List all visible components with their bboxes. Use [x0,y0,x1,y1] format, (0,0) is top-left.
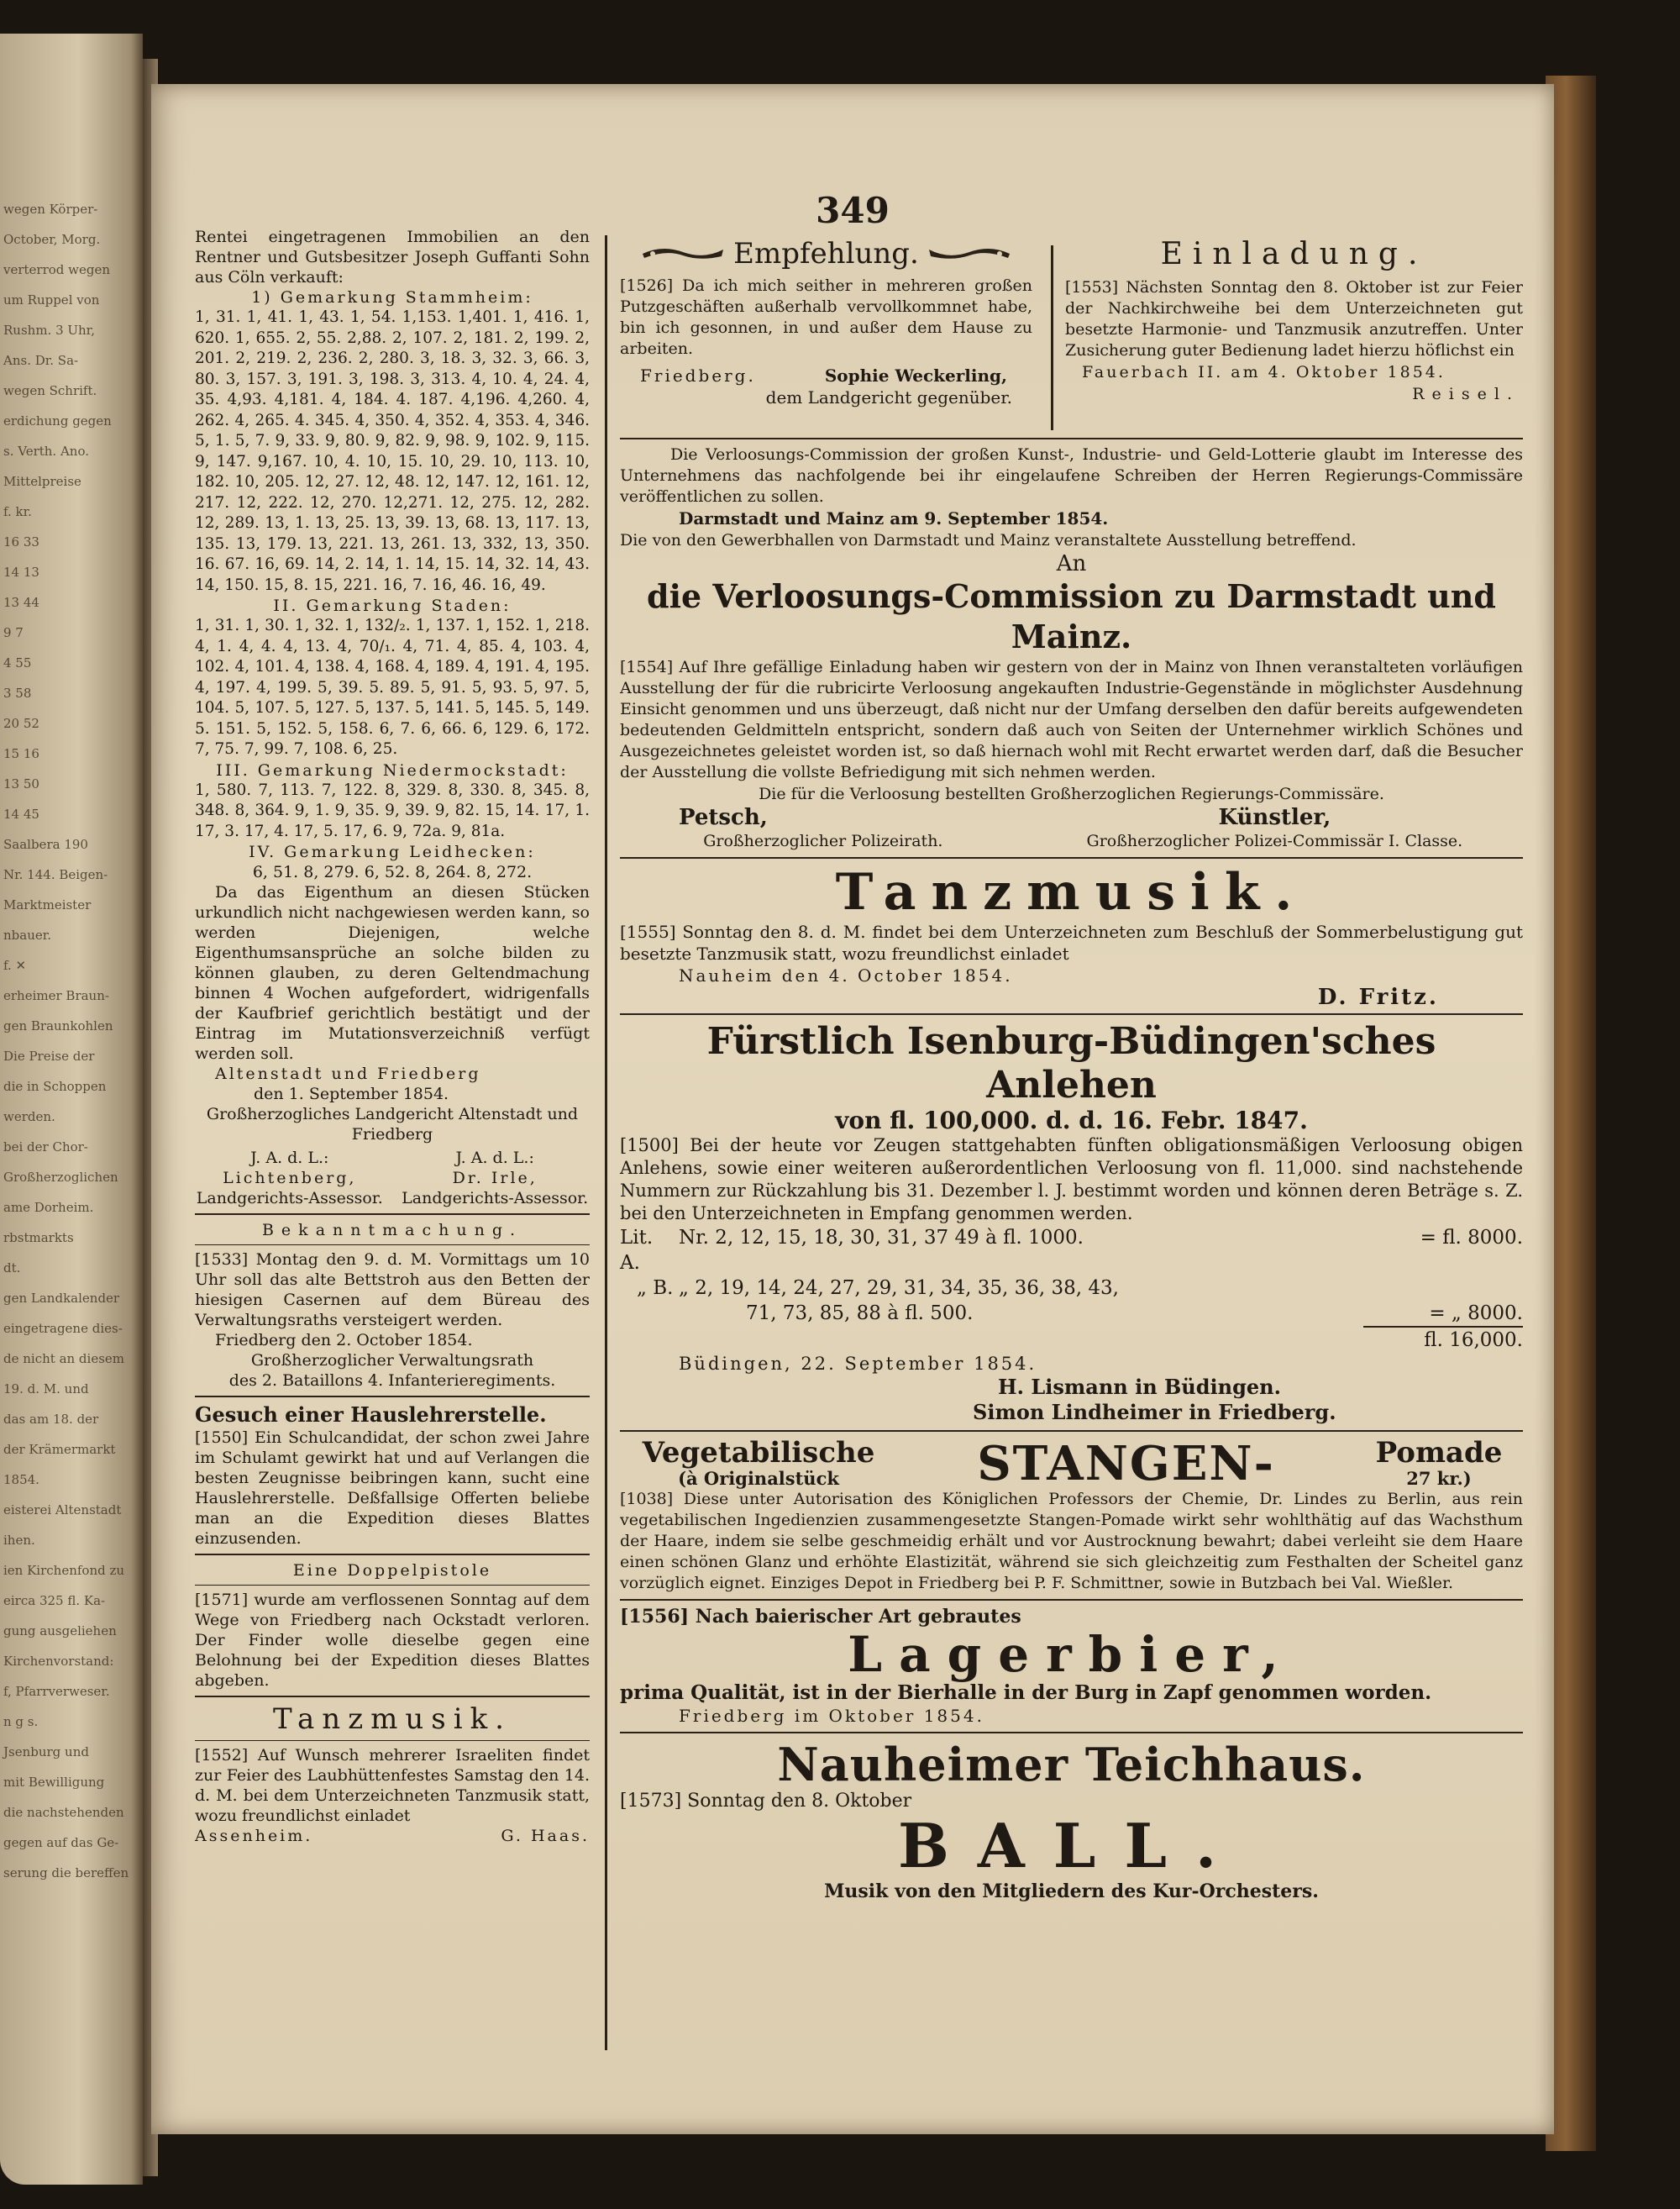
left-page-fragment-line: 20 52 [3,716,39,731]
left-page-fragment-line: das am 18. der [3,1412,99,1427]
district-1-list: 1, 31. 1, 41. 1, 43. 1, 54. 1,153. 1,401. 1, 416. 1, 620. 1, 655. 2, 55. 2,88. 2, 107. 2, 181. 2, 199. 2, 201. 2, 219. 2, 236. 2, 280. 3, 18. 3, 32. 3, 66. 3, 80. 3, 157. 3, 191. 3, 198. 3, 313. 4, 10. 4, 24. 4, 35. 4,93. 4,181. 4, 184. 4. 187. 4,196. 4,260. 4, 262. 4, 265. 4. 345. 4, 350. 4, 352. 4, 353. 4, 346. 5, 1. 5, 7. 9, 33. 9, 80. 9, 82. 9, 98. 9, 102. 9, 115. 9, 147. 9,167. 10, 4. 10, 15. 10, 29. 10, 113. 10, 182. 10, 205. 12, 27. 12, 48. 12, 147. 12, 161. 12, 217. 12, 222. 12, 270. 12,271. 12, 275. 12, 282. 12, 289. 13, 1. 13, 25. 13, 39. 13, 68. 13, 117. 13, 135. 13, 179. 13, 221. 13, 261. 13, 332, 13, 350. 16. 67. 16, 69. 14, 2. 14, 1. 14, 15. 14, 32. 14, 43. 14, 150. 15, 8. 15, 221. 16, 7. 16, 46. 16, 49. [195,308,590,594]
left-column [195,227,590,1846]
page-number: 349 [816,190,890,231]
left-page-fragment-line: 14 13 [3,565,39,580]
left-page-fragment-line: 3 58 [3,686,32,701]
left-page-fragment-line: 4 55 [3,655,32,671]
left-page-fragment-line: eingetragene dies- [3,1321,123,1336]
left-page-fragment-line: Marktmeister [3,897,92,913]
bekanntmachung-text: [1533] Montag den 9. d. M. Vormittags um 10 Uhr soll das alte Bettstroh aus den Betten der hiesigen Casernen auf dem Büreau des Verwaltungsraths versteigert werden. [195,1250,590,1329]
district-2-title: II. Gemarkung Staden: [273,597,512,615]
section-divider [620,1013,1523,1015]
court-place: Altenstadt und Friedberg [215,1065,481,1083]
lottery-row-a [620,1225,1523,1275]
tanzmusik-2-text: [1552] Auf Wunsch mehrerer Israeliten findet zur Feier des Laubhüttenfestes Samstag den 14. d. M. bei dem Unterzeichneten Tanzmusik statt, wozu freundlichst einladet [195,1746,590,1825]
top-advertisements [620,237,1523,430]
lottery-b-sum: = „ 8000. [1363,1301,1523,1328]
empfehlung-place: Friedberg. [640,366,756,386]
verloosung-intro: Die Verloosungs-Commission der großen Kunst-, Industrie- und Geld-Lotterie glaubt im Interesse des Unternehmens das nachfolgende bei ihr eingelaufene Schreiben der Herren Regierungs-Commissäre veröffentlichen zu sollen. [620,445,1523,506]
left-page-fragment-line: gen Braunkohlen [3,1018,113,1033]
empfehlung-footer [620,365,1032,387]
district-3-list: 1, 580. 7, 113. 7, 122. 8, 329. 8, 330. 8, 345. 8, 348. 8, 364. 9, 1. 9, 35. 9, 39. 9, 82. 15, 14. 17, 1. 17, 3. 17, 4. 17, 5. 17, 6. 9, 72a. 9, 81a. [195,781,590,840]
left-page-fragment-line: eirca 325 fl. Ka- [3,1593,106,1608]
left-page-fragment-line: Jsenburg und [3,1744,89,1759]
lagerbier-text: prima Qualität, ist in der Bierhalle in der Burg in Zapf genommen worden. [620,1681,1432,1704]
left-page-fragment-line: um Ruppel von [3,292,100,308]
pomade-heading [620,1437,1523,1489]
teichhaus-title: Nauheimer Teichhaus. [777,1738,1366,1791]
lagerbier-head: [1556] Nach baierischer Art gebrautes [620,1606,1021,1628]
lottery-row-b [620,1275,1523,1301]
pistole-text: [1571] wurde am verflossenen Sonntag auf dem Wege von Friedberg nach Ockstadt verloren. Der Finder wolle dieselbe gegen eine Belohnung bei der Expedition dieses Blattes abgeben. [195,1591,590,1690]
signature-right-name: Dr. Irle, [452,1169,538,1187]
lottery-b-numbers-2: 71, 73, 85, 88 à fl. 500. [746,1302,974,1324]
pomade-price: 27 kr.) [1406,1468,1472,1489]
left-page-fragment-line: eisterei Altenstadt [3,1502,122,1517]
left-page-fragment-line: f. ✕ [3,958,27,973]
left-page-fragment-line: Die Preise der [3,1049,95,1064]
tanzmusik-title: Tanzmusik. [835,863,1308,922]
property-notice: Da das Eigenthum an diesen Stücken urkundlich nicht nachgewiesen werden kann, so werden Diejenigen, welche Eigenthumsansprüche an solche bilden zu können glauben, zu deren Geltendmachung binnen 4 Wochen aufgefordert, widrigenfalls der Kaufbrief gerichtlich bestätigt und der Eintrag im Mutationsverzeichniß verfügt werden soll. [195,883,590,1063]
signature-left-name: Lichtenberg, [223,1169,357,1187]
left-page-fragment-line: Saalbera 190 [3,837,88,852]
signature-petsch-title: Großherzoglicher Polizeirath. [703,832,943,850]
pomade-word-2: STANGEN- [977,1436,1275,1491]
left-page-fragment-line: mit Bewilligung [3,1775,105,1790]
left-page-fragment-line: 19. d. M. und [3,1381,89,1396]
section-divider [620,438,1523,439]
einladung-title: Einladung. [1160,237,1428,271]
left-page-fragment-line: de nicht an diesem [3,1351,125,1366]
lottery-b-numbers: „ 2, 19, 14, 24, 27, 29, 31, 34, 35, 36, 38, 43, [679,1277,1119,1299]
verloosung-signatures [620,805,1523,852]
left-page-fragment-line: 1854. [3,1472,39,1487]
section-divider [195,1696,590,1697]
left-page-fragment-line: 13 44 [3,595,39,610]
verloosung-title: die Verloosungs-Commission zu Darmstadt und Mainz. [647,577,1496,655]
left-page-fragment-line: f, Pfarrverweser. [3,1684,110,1699]
left-page-fragment-line: rbstmarkts [3,1230,74,1245]
ornament-left-icon [641,245,725,263]
anlehen-subtitle: von fl. 100,000. d. d. 16. Febr. 1847. [835,1107,1308,1134]
left-page-fragment-line: gung ausgeliehen [3,1623,117,1638]
property-intro: Rentei eingetragenen Immobilien an den Rentner und Gutsbesitzer Joseph Guffanti Sohn aus Cöln verkauft: [195,228,590,287]
hauslehrer-text: [1550] Ein Schulcandidat, der schon zwei Jahre im Schulamt gewirkt hat und auf Verlangen die besten Zeugnisse beibringen kann, sucht eine Hauslehrerstelle. Deßfallsige Offerten beliebe man an die Expedition dieses Blattes einzusenden. [195,1428,590,1548]
left-page-fragment-line: n g s. [3,1714,39,1729]
einladung-place: Fauerbach II. am 4. Oktober 1854. [1082,363,1446,381]
section-divider [195,1396,590,1397]
left-page-fragment-line: October, Morg. [3,232,101,247]
section-divider [195,1213,590,1215]
pistole-title: Eine Doppelpistole [292,1561,492,1580]
column-divider [1051,245,1053,430]
district-4-list: 6, 51. 8, 279. 6, 52. 8, 264. 8, 272. [252,863,533,881]
left-page-fragment-line: Nr. 144. Beigen- [3,867,108,882]
left-page-fragment-line: 14 45 [3,807,39,822]
signature-kuenstler: Künstler, [1218,805,1331,830]
bekanntmachung-title: Bekanntmachung. [261,1221,523,1239]
left-page-fragment-line: wegen Schrift. [3,383,97,398]
left-page-fragment-line: ien Kirchenfond zu [3,1563,125,1578]
lagerbier-place: Friedberg im Oktober 1854. [679,1706,984,1726]
district-2-list: 1, 31. 1, 30. 1, 32. 1, 132/₂. 1, 137. 1, 152. 1, 218. 4, 1. 4, 4. 4, 13. 4, 70/₁. 4, 71. 4, 85. 4, 103. 4, 102. 4, 101. 4, 138. 4, 168. 4, 189. 4, 191. 4, 195. 4, 197. 4, 199. 5, 39. 5. 89. 5, 91. 5, 93. 5, 97. 5, 104. 5, 107. 5, 127. 5, 137. 5, 141. 5, 145. 5, 149. 5. 151. 5, 152. 5, 158. 6, 7. 6, 66. 6, 129. 6, 172. 7, 75. 7, 99. 7, 108. 6, 25. [195,617,590,758]
empfehlung-ad [620,237,1044,430]
column-divider [605,235,607,2050]
pomade-word-1: Vegetabilische [642,1436,875,1470]
anlehen-signature-1: H. Lismann in Büdingen. [998,1375,1281,1399]
lottery-total: fl. 16,000. [1424,1329,1523,1351]
district-4-title: IV. Gemarkung Leidhecken: [249,843,536,861]
lagerbier-title: Lagerbier, [848,1626,1295,1683]
left-page-fragment-line: f. kr. [3,504,32,519]
ornament-right-icon [927,245,1011,263]
anlehen-date: Büdingen, 22. September 1854. [679,1354,1037,1374]
verloosung-place: Darmstadt und Mainz am 9. September 1854. [679,508,1109,529]
left-page-fragment-line: ihen. [3,1533,35,1548]
left-page-fragment-line: verterrod wegen [3,262,111,277]
left-page-fragment-line: 9 7 [3,625,24,640]
signature-left-title: Landgerichts-Assessor. [196,1189,383,1207]
left-page-fragment-line: serung die bereffen [3,1865,129,1880]
signature-kuenstler-title: Großherzoglicher Polizei-Commissär I. Classe. [1086,832,1463,850]
left-page-fragment-line: nbauer. [3,928,52,943]
tanzmusik-signature: D. Fritz. [1317,985,1439,1010]
section-divider [195,1244,590,1245]
bekanntmachung-signature-2: des 2. Bataillons 4. Infanterieregiments. [228,1371,556,1390]
left-page-fragment-line: der Krämermarkt [3,1442,116,1457]
pomade-word-3: Pomade [1375,1436,1503,1470]
left-page-fragment-line: 13 50 [3,776,39,792]
left-page-fragment-line: ame Dorheim. [3,1200,94,1215]
section-divider [195,1585,590,1586]
newspaper-page [151,84,1554,2134]
left-page-fragment-line: Kirchenvorstand: [3,1654,114,1669]
left-page-fragment-line: bei der Chor- [3,1139,88,1154]
left-page-fragment-line: gegen auf das Ge- [3,1835,119,1850]
lottery-row-b2 [620,1301,1523,1328]
left-page-fragment-line: 15 16 [3,746,39,761]
left-page-fragment-line: wegen Körper- [3,202,98,217]
district-1-title: 1) Gemarkung Stammheim: [251,288,533,307]
section-divider [195,1740,590,1741]
bekanntmachung-signature: Großherzoglicher Verwaltungsrath [250,1351,534,1370]
lottery-a-numbers: Nr. 2, 12, 15, 18, 30, 31, 37 49 à fl. 1000. [679,1227,1084,1249]
ball-subtitle: Musik von den Mitgliedern des Kur-Orchesters. [824,1880,1319,1902]
left-page-fragment-line: Großherzoglichen [3,1170,118,1185]
court-signatures [195,1148,590,1208]
tanzmusik-2-title: Tanzmusik. [273,1702,512,1736]
section-divider [620,1599,1523,1601]
court-name: Großherzogliches Landgericht Altenstadt und Friedberg [206,1105,579,1144]
section-divider [620,1430,1523,1432]
anlehen-signature-2: Simon Lindheimer in Friedberg. [973,1400,1336,1424]
verloosung-text: [1554] Auf Ihre gefällige Einladung haben wir gestern von der in Mainz von Ihnen veranstalteten vorläufigen Ausstellung der für die rubricirte Verloosung angekauften Industrie-Gegenstände in möglichster Ausdehnung Einsicht genommen und uns überzeugt, daß nicht nur der Umfang derselben den dafür bereits aufgewendeten bedeutenden Geldmitteln entspricht, sondern daß auch von Seiten der Unternehmer wirklich Schönes und Ausgezeichnetes geleistet worden ist, so daß hiernach wohl mit Recht erwartet werden darf, daß die Besucher der Ausstellung die vollste Befriedigung mit sich nehmen werden. [620,658,1523,781]
einladung-text: [1553] Nächsten Sonntag den 8. Oktober ist zur Feier der Nachkirchweihe bei dem Unterzeichneten gut besetzte Harmonie- und Tanzmusik anzutreffen. Unter Zusicherung guter Bedienung ladet hierzu höflichst ein [1065,278,1523,360]
empfehlung-address: dem Landgericht gegenüber. [765,387,1012,408]
einladung-signature: Reisel. [1412,385,1520,403]
left-page-fragment-line: gen Landkalender [3,1291,120,1306]
left-page-fragment-line: Rushm. 3 Uhr, [3,323,95,338]
lottery-a-label: Lit. A. [620,1227,654,1274]
tanzmusik-place: Nauheim den 4. October 1854. [679,965,1013,986]
empfehlung-heading [620,237,1032,271]
left-page-fragment-line: erdichung gegen [3,413,112,429]
left-page-fragment-line: dt. [3,1260,21,1275]
ball-title: BALL. [897,1810,1246,1881]
left-page-fragment-line: Ans. Dr. Sa- [3,353,79,368]
left-page-fragment-line: erheimer Braun- [3,988,109,1003]
tanzmusik-2-footer [195,1826,590,1846]
verloosung-an: An [1056,551,1087,576]
left-page-fragment-line: werden. [3,1109,55,1124]
left-page-fragment-line: 16 33 [3,534,39,550]
empfehlung-text: [1526] Da ich mich seither in mehreren großen Putzgeschäften außerhalb vervollkommnet habe, bin ich gesonnen, in und außer dem Hause zu arbeiten. [620,276,1032,358]
signature-right-title: Landgerichts-Assessor. [402,1189,589,1207]
left-page-fragments [0,202,141,1966]
signature-left-line1: J. A. d. L.: [250,1149,329,1167]
empfehlung-name: Sophie Weckerling, [824,366,1007,386]
hauslehrer-title: Gesuch einer Hauslehrerstelle. [195,1402,547,1427]
section-divider [620,1732,1523,1733]
tanzmusik-2-signature: G. Haas. [501,1827,590,1845]
signature-petsch: Petsch, [679,805,768,830]
signature-right-line1: J. A. d. L.: [455,1149,534,1167]
anlehen-title: Fürstlich Isenburg-Büdingen'sches Anlehen [706,1020,1436,1107]
left-page-fragment-line: s. Verth. Ano. [3,444,89,459]
left-page-fragment-line: die nachstehenden [3,1805,124,1820]
lottery-a-sum: = fl. 8000. [1420,1227,1523,1249]
einladung-ad [1060,237,1523,430]
section-divider [620,857,1523,859]
verloosung-subject: Die von den Gewerbhallen von Darmstadt und Mainz veranstaltete Ausstellung betreffend. [620,531,1357,550]
left-page-fragment-line: die in Schoppen [3,1079,107,1094]
tanzmusik-2-place: Assenheim. [195,1827,313,1845]
teichhaus-text: [1573] Sonntag den 8. Oktober [620,1791,912,1812]
lottery-b-label: „ B. [637,1277,674,1299]
district-3-title: III. Gemarkung Niedermockstadt: [216,760,569,780]
court-date: den 1. September 1854. [254,1085,449,1103]
right-column-body [620,433,1523,1903]
verloosung-commission: Die für die Verloosung bestellten Großherzoglichen Regierungs-Commissäre. [759,785,1384,803]
pomade-sub: (à Originalstück [678,1468,839,1489]
bekanntmachung-date: Friedberg den 2. October 1854. [215,1331,473,1349]
empfehlung-title: Empfehlung. [733,237,919,271]
anlehen-text: [1500] Bei der heute vor Zeugen stattgehabten fünften obligationsmäßigen Verloosung obigen Anlehens, sowie einer weiteren außerordentlichen Verloosung von fl. 11,000. sind nachstehende Nummern zur Rückzahlung bis 31. Dezember l. J. bestimmt worden und können deren Beträge s. Z. bei den Unterzeichneten in Empfang genommen werden. [620,1135,1523,1223]
pomade-text: [1038] Diese unter Autorisation des Königlichen Professors der Chemie, Dr. Lindes zu Berlin, aus rein vegetabilischen Ingedienzien zusammengesetzte Stangen-Pomade wirkt sehr wohlthätig auf das Wachsthum der Haare, indem sie selbe geschmeidig erhält und vor Austrocknung bewahrt; dabei verleiht sie dem Haare einen schönen Glanz und erhöhte Elastizität, während sie sich gleichzeitig zum Festhalten der Scheitel ganz vorzüglich eignet. Einziges Depot in Friedberg bei P. F. Schmittner, sowie in Butzbach bei Val. Wießler. [620,1490,1523,1592]
tanzmusik-text: [1555] Sonntag den 8. d. M. findet bei dem Unterzeichneten zum Beschluß der Sommerbelustigung gut besetzte Tanzmusik statt, wozu freundlichst einladet [620,922,1523,964]
left-page-fragment-line: Mittelpreise [3,474,81,489]
section-divider [195,1554,590,1555]
